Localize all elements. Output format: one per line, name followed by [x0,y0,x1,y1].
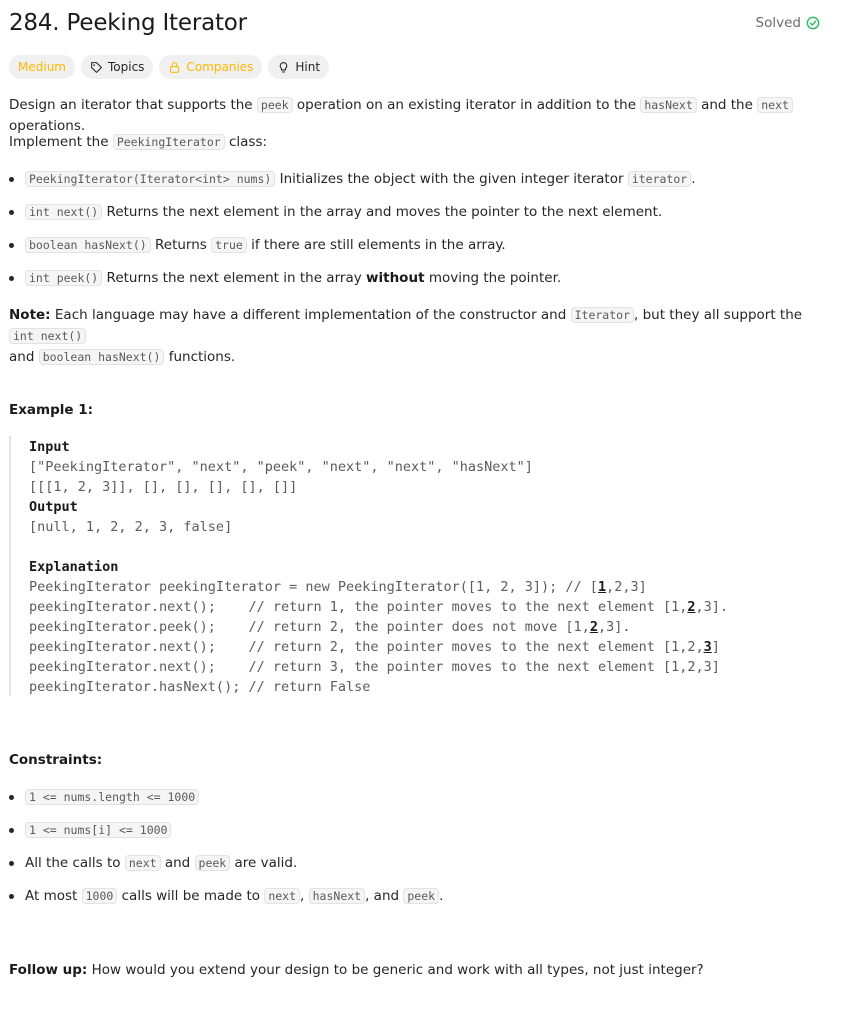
text: calls will be made to [117,888,265,904]
text: All the calls to [25,855,125,871]
constraint-item [9,853,824,874]
explanation-line [29,657,720,677]
inline-code: Iterator [571,307,634,323]
text: class: [224,134,268,150]
text: peekingIterator.peek(); // return 2, the pointer does not move [1, [29,619,590,635]
method-list-item [9,169,824,190]
example-block [9,436,821,696]
text: functions. [164,349,236,365]
note-label: Note: [9,307,51,323]
lightbulb-icon [277,61,290,74]
text: Each language may have a different implementation of the constructor and [50,307,571,323]
example-heading-text: Example 1: [9,402,94,418]
text: peekingIterator.hasNext(); // return False [29,679,371,695]
text: and [9,349,39,365]
text: How would you extend your design to be generic and work with all types, not just integer? [87,962,704,978]
followup-label: Follow up: [9,962,88,978]
companies-label: Companies [186,60,254,74]
text: and [160,855,195,871]
highlight: 2 [589,619,598,635]
bold-text: without [366,270,425,286]
problem-title: 284. Peeking Iterator [9,10,247,36]
hint-tag[interactable] [268,55,329,79]
description-paragraph-2 [9,132,824,153]
inline-code: PeekingIterator [113,134,225,150]
text: operations. [9,118,86,134]
explanation-line [29,677,370,697]
explanation-line [29,637,720,657]
lock-icon [168,61,181,74]
companies-tag[interactable] [159,55,262,79]
inline-code: 1 <= nums.length <= 1000 [25,789,199,805]
text: , and [365,888,404,904]
hint-label: Hint [295,60,321,74]
highlight: 3 [703,639,712,655]
inline-code: next [757,97,793,113]
text: . [439,888,444,904]
text: are valid. [230,855,298,871]
constraint-item [9,787,824,808]
tag-icon [90,61,103,74]
text: . [691,171,696,187]
inline-code: iterator [628,171,691,187]
topics-tag[interactable] [81,55,153,79]
text: Returns [150,237,212,253]
text: moving the pointer. [424,270,562,286]
highlight: 2 [687,599,696,615]
constraint-item [9,886,824,907]
tag-bar [9,55,329,79]
inline-code: int next() [9,328,86,344]
explanation-line [29,617,630,637]
method-list-item [9,235,824,256]
constraints-heading [9,750,824,771]
input-label [29,437,70,457]
text: peekingIterator.next(); // return 1, the pointer moves to the next element [1, [29,599,688,615]
topics-label: Topics [107,60,145,74]
check-circle-icon [806,16,820,30]
inline-code: boolean hasNext() [25,237,151,253]
inline-code: boolean hasNext() [39,349,165,365]
difficulty-tag[interactable] [9,55,75,79]
inline-code: 1 <= nums[i] <= 1000 [25,822,171,838]
inline-code: 1000 [82,888,118,904]
explanation-line [29,597,728,617]
difficulty-label: Medium [18,60,66,74]
explanation-label [29,557,118,577]
inline-code: next [125,855,161,871]
solved-label: Solved [755,15,801,31]
output-line: [null, 1, 2, 2, 3, false] [29,519,233,535]
input-label-text: Input [29,439,70,455]
solved-status [756,15,820,31]
text: ,2,3] [606,579,647,595]
inline-code: int next() [25,204,102,220]
text: Initializes the object with the given integer iterator [275,171,628,187]
inline-code: int peek() [25,270,102,286]
text: Returns the next element in the array [102,270,367,286]
text: , but they all support the [634,307,803,323]
output-label-text: Output [29,499,78,515]
text: At most [25,888,82,904]
text: Implement the [9,134,113,150]
inline-code: hasNext [640,97,696,113]
inline-code: PeekingIterator(Iterator<int> nums) [25,171,275,187]
note-paragraph [9,305,824,368]
followup-paragraph [9,960,824,981]
text: and the [696,97,758,113]
text: PeekingIterator peekingIterator = new PeekingIterator([1, 2, 3]); // [ [29,579,598,595]
input-line: [[[1, 2, 3]], [], [], [], [], []] [29,479,298,495]
highlight: 1 [597,579,607,595]
text: peekingIterator.next(); // return 3, the pointer moves to the next element [1,2,3] [29,659,720,675]
text: , [300,888,309,904]
method-list-item [9,268,824,289]
explanation-label-text: Explanation [29,559,119,575]
output-label [29,497,78,517]
constraints-heading-text: Constraints: [9,752,103,768]
inline-code: peek [195,855,231,871]
constraint-item [9,820,824,841]
text: Design an iterator that supports the [9,97,257,113]
text: ,3]. [597,619,631,635]
text: ,3]. [695,599,728,615]
explanation-line [29,577,647,597]
input-line: ["PeekingIterator", "next", "peek", "next", "next", "hasNext"] [29,459,533,475]
inline-code: hasNext [309,888,365,904]
text: operation on an existing iterator in addition to the [292,97,641,113]
inline-code: true [211,237,247,253]
text: peekingIterator.next(); // return 2, the pointer moves to the next element [1,2, [29,639,704,655]
method-list-item [9,202,824,223]
inline-code: peek [403,888,439,904]
inline-code: next [264,888,300,904]
text: Returns the next element in the array and moves the pointer to the next element. [102,204,663,220]
example-heading [9,400,824,421]
text: if there are still elements in the array. [246,237,506,253]
text: ] [711,639,720,655]
description-paragraph-1 [9,95,824,137]
inline-code: peek [257,97,293,113]
